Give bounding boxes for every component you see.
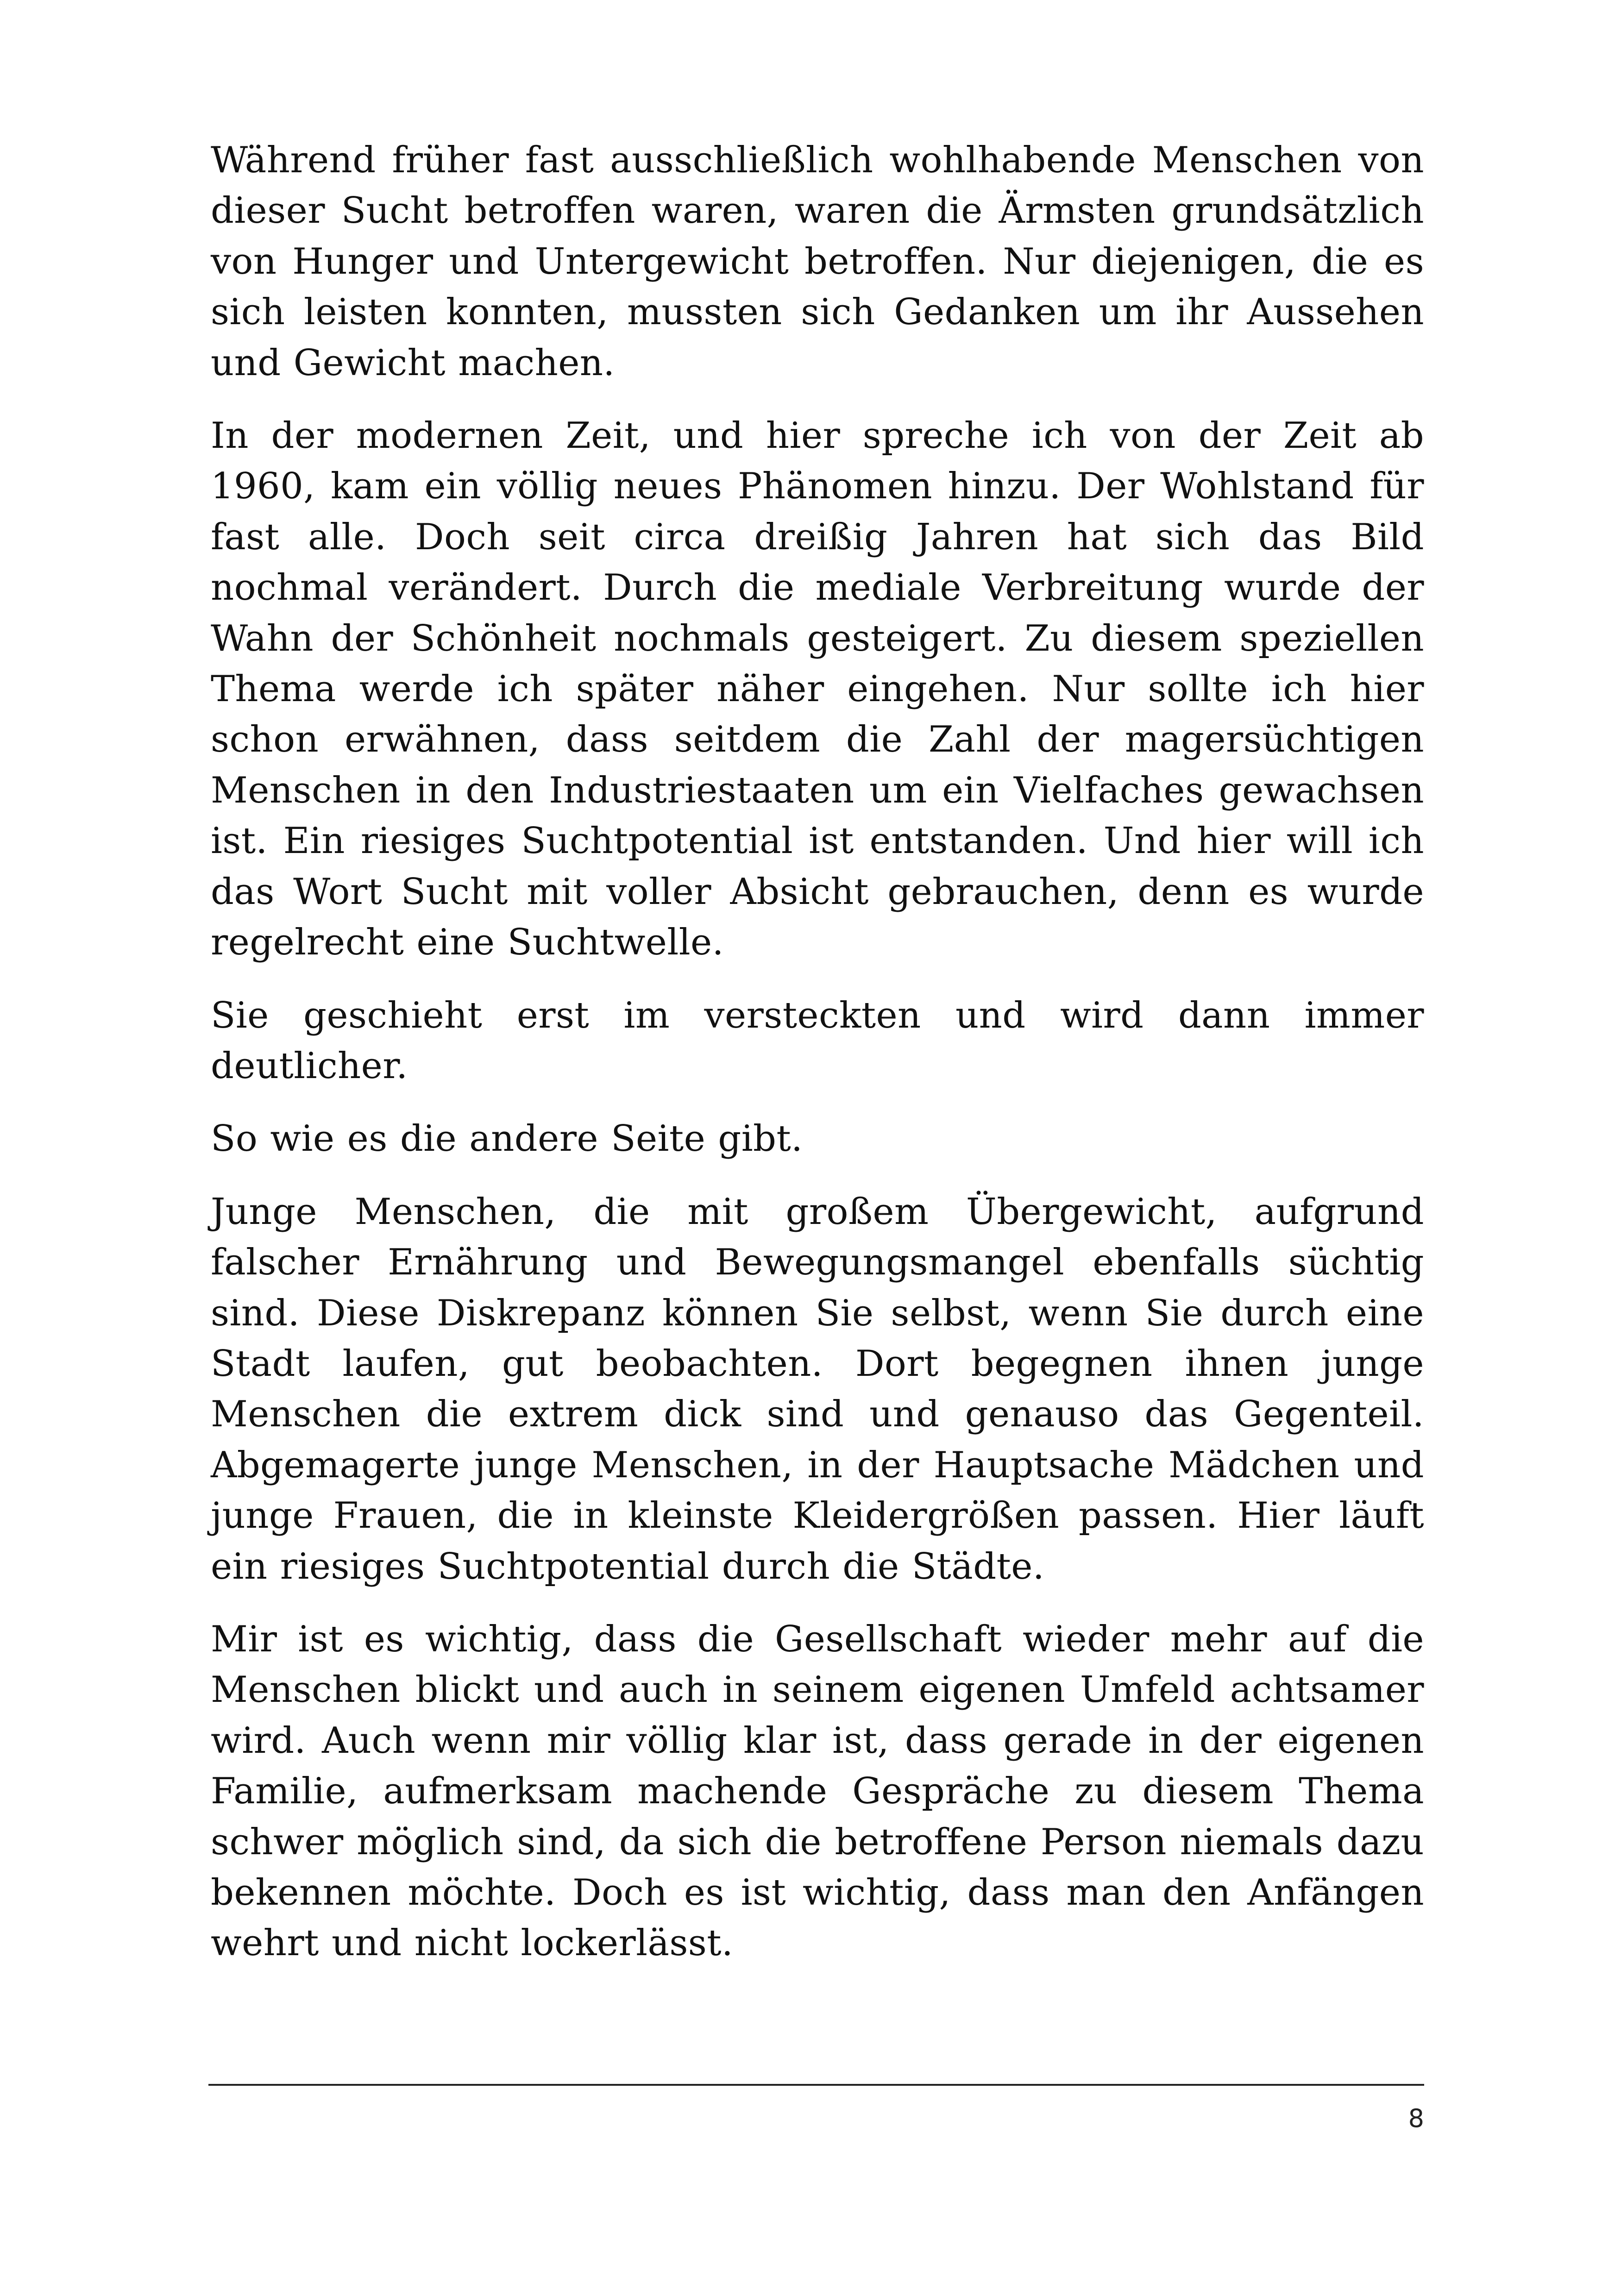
footer-divider — [208, 2084, 1424, 2086]
paragraph: Während früher fast ausschließlich wohlhabende Menschen von dieser Sucht betroffen waren, waren die Ärmsten grundsätzlich von Hunger und Untergewicht betroffen. Nur diejenigen, die es sich leisten konnten, mussten sich Gedanken um ihr Aussehen und Gewicht machen. — [211, 139, 1424, 384]
body-text — [211, 135, 1424, 1991]
paragraph: Junge Menschen, die mit großem Übergewicht, aufgrund falscher Ernährung und Bewegungsmangel ebenfalls süchtig sind. Diese Diskrepanz können Sie selbst, wenn Sie durch eine Stadt laufen, gut beobachten. Dort begegnen ihnen junge Menschen die extrem dick sind und genauso das Gegenteil. Abgemagerte junge Menschen, in der Hauptsache Mädchen und junge Frauen, die in kleinste Kleidergrößen passen. Hier läuft ein riesiges Suchtpotential durch die Städte. — [211, 1191, 1424, 1587]
paragraph: Sie geschieht erst im versteckten und wird dann immer deutlicher. — [211, 994, 1424, 1087]
paragraph: So wie es die andere Seite gibt. — [211, 1118, 803, 1160]
page-number: 8 — [1408, 2104, 1424, 2133]
paragraph: Mir ist es wichtig, dass die Gesellschaft wieder mehr auf die Menschen blickt und auch in seinem eigenen Umfeld achtsamer wird. Auch wenn mir völlig klar ist, dass gerade in der eigenen Familie, aufmerksam machende Gespräche zu diesem Thema schwer möglich sind, da sich die betroffene Person niemals dazu bekennen möchte. Doch es ist wichtig, dass man den Anfängen wehrt und nicht lockerlässt. — [211, 1618, 1424, 1964]
paragraph: In der modernen Zeit, und hier spreche ich von der Zeit ab 1960, kam ein völlig neues Phänomen hinzu. Der Wohlstand für fast alle. Doch seit circa dreißig Jahren hat sich das Bild nochmal verändert. Durch die mediale Verbreitung wurde der Wahn der Schönheit nochmals gesteigert. Zu diesem speziellen Thema werde ich später näher eingehen. Nur sollte ich hier schon erwähnen, dass seitdem die Zahl der magersüchtigen Menschen in den Industriestaaten um ein Vielfaches gewachsen ist. Ein riesiges Suchtpotential ist entstanden. Und hier will ich das Wort Sucht mit voller Absicht gebrauchen, denn es wurde regelrecht eine Suchtwelle. — [211, 415, 1424, 964]
